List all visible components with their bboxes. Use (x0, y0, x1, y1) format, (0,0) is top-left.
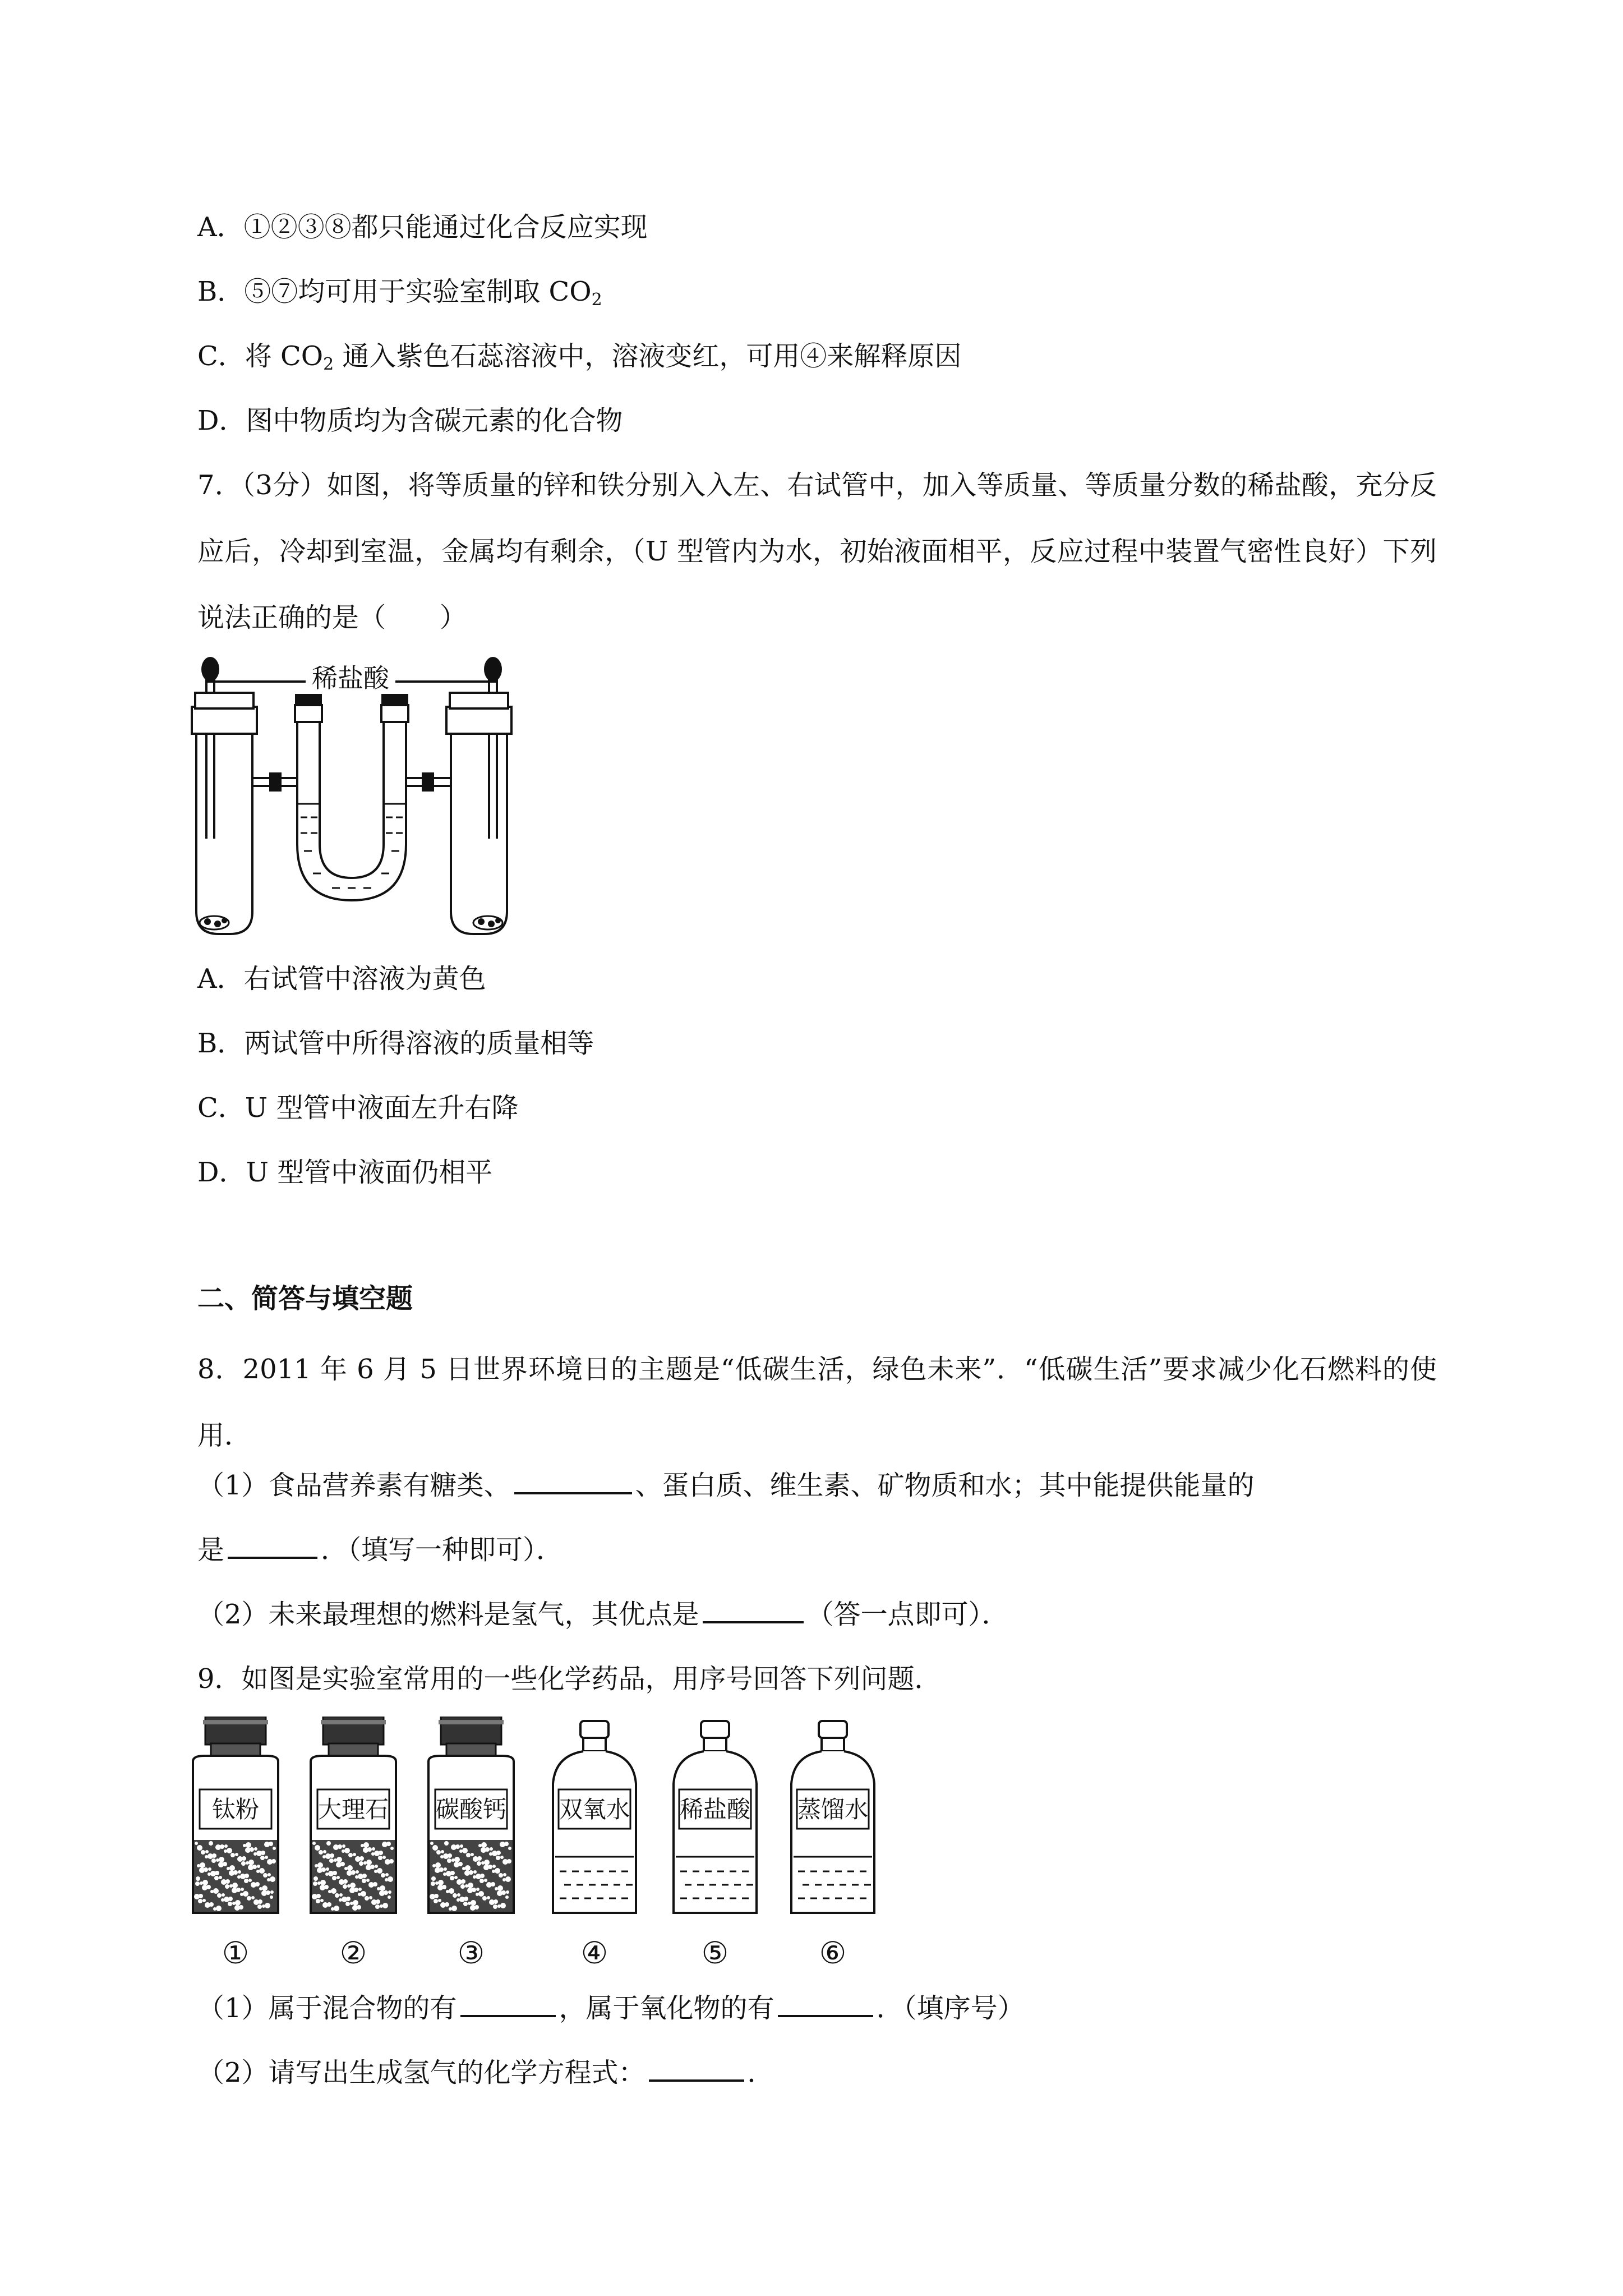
reagent-bottle (553, 1721, 636, 1971)
q6-option-b (197, 275, 602, 309)
q8-blank-2[interactable] (228, 1534, 317, 1559)
q7-option-d: D．U 型管中液面仍相平 (197, 1157, 493, 1188)
bottle-label: 稀盐酸 (679, 1796, 751, 1823)
q9-part-1-text-b: ，属于氧化物的有 (559, 1993, 774, 2024)
reagent-bottle (674, 1721, 757, 1971)
bottle-label: 双氧水 (559, 1796, 630, 1823)
q9-figure-reagent-bottles (191, 1717, 931, 1975)
q8-part-1-line-1 (197, 1469, 1437, 1502)
bottle-number: ⑤ (701, 1935, 729, 1971)
q6-option-c-text: C．将 CO (197, 341, 324, 372)
bottle-number: ⑥ (819, 1935, 847, 1971)
q9-blank-3[interactable] (649, 2057, 744, 2082)
reagent-bottle (311, 1717, 396, 1971)
reagent-bottle (428, 1717, 514, 1971)
bottle-number: ② (339, 1935, 367, 1971)
q6-option-d: D．图中物质均为含碳元素的化合物 (197, 405, 623, 436)
q9-blank-1[interactable] (460, 1993, 556, 2017)
q8-part-1-text-c: 是 (197, 1534, 225, 1566)
q6-option-c-text-rest: 通入紫色石蕊溶液中，溶液变红，可用④来解释原因 (334, 341, 962, 372)
q7-figure-label: 稀盐酸 (312, 663, 389, 693)
q7-option-c: C．U 型管中液面左升右降 (197, 1092, 519, 1124)
q9-part-1 (197, 1991, 1025, 2025)
q8-part-2-text-a: （2）未来最理想的燃料是氢气，其优点是 (197, 1599, 699, 1630)
section-2-title: 二、简答与填空题 (197, 1283, 413, 1314)
reagent-bottle (193, 1717, 278, 1971)
q8-part-2 (197, 1598, 1009, 1631)
q9-blank-2[interactable] (778, 1993, 873, 2017)
q8-part-1-text-b: 、蛋白质、维生素、矿物质和水；其中能提供能量的 (635, 1470, 1255, 1501)
q8-part-1-text-a: （1）食品营养素有糖类、 (197, 1470, 511, 1501)
bottle-label: 大理石 (317, 1796, 389, 1823)
q8-part-1-text-d: ．（填写一种即可）． (321, 1534, 564, 1566)
bottle-number: ① (222, 1935, 250, 1971)
q9-part-1-text-c: ．（填序号） (876, 1993, 1025, 2024)
bottle-label: 蒸馏水 (797, 1796, 869, 1823)
bottle-label: 钛粉 (211, 1796, 260, 1823)
q6-option-c (197, 339, 961, 373)
q9-part-2 (197, 2056, 774, 2090)
q7-option-b: B．两试管中所得溶液的质量相等 (197, 1028, 594, 1059)
q7-option-a: A．右试管中溶液为黄色 (197, 963, 486, 995)
q8-stem: 8．2011 年 6 月 5 日世界环境日的主题是“低碳生活，绿色未来”．“低碳生活”要求减少化石燃料的使用． (197, 1354, 1437, 1451)
bottle-number: ③ (457, 1935, 485, 1971)
bottle-number: ④ (580, 1935, 608, 1971)
q8-blank-1[interactable] (514, 1470, 632, 1494)
q6-option-b-text: B．⑤⑦均可用于实验室制取 CO (197, 276, 592, 307)
q6-option-b-subscript: 2 (591, 290, 602, 310)
q7-stem: 7．（3分）如图，将等质量的锌和铁分别入入左、右试管中，加入等质量、等质量分数的稀盐酸，充分反应后，冷却到室温，金属均有剩余，（U 型管内为水，初始液面相平，反应过程中装置气密性良好）下列说法正确的是（ ） (197, 470, 1437, 633)
q7-figure-u-tube (185, 654, 522, 945)
q6-option-c-subscript: 2 (323, 355, 334, 374)
q6-option-a: A．①②③⑧都只能通过化合反应实现 (197, 211, 648, 243)
q9-stem: 9．如图是实验室常用的一些化学药品，用序号回答下列问题． (197, 1663, 942, 1695)
bottle-label: 碳酸钙 (435, 1796, 507, 1823)
q9-part-2-text-a: （2）请写出生成氢气的化学方程式： (197, 2057, 645, 2088)
q8-part-1-line-2 (197, 1533, 563, 1567)
q8-blank-3[interactable] (703, 1599, 804, 1623)
q9-part-2-text-b: ． (747, 2057, 774, 2088)
reagent-bottle (791, 1721, 874, 1971)
q9-part-1-text-a: （1）属于混合物的有 (197, 1993, 457, 2024)
q8-part-2-text-b: （答一点即可）． (806, 1599, 1009, 1630)
